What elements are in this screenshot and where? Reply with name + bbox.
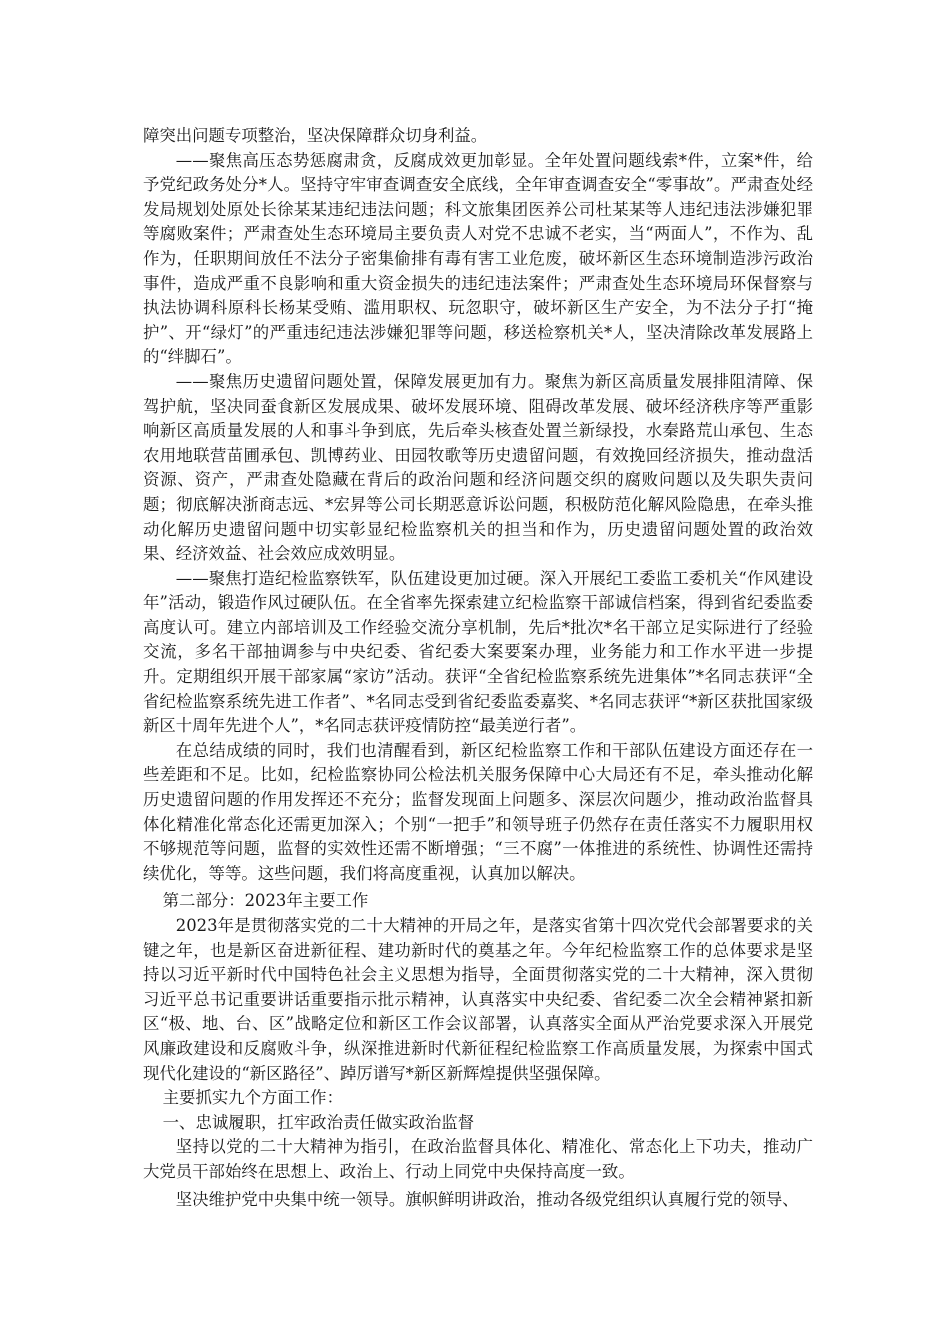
paragraph-historical-issues: ——聚焦历史遗留问题处置，保障发展更加有力。聚焦为新区高质量发展排阻清障、保驾护航，坚决同蚕食新区发展成果、破坏发展环境、阻碍改革发展、破坏经济秩序等严重影响新区高质量发展的人和事斗争到底，先后牵头核查处置兰新绿投，水秦路荒山承包、生态农用地联营苗圃承包、凯博药业、田园牧歌等历史遗留问题，有效挽回经济损失，推动盘活资源、资产，严肃查处隐藏在背后的政治问题和经济问题交织的腐败问题以及失职失责问题；彻底解决浙商志远、*宏昇等公司长期恶意诉讼问题，积极防范化解风险隐患，在牵头推动化解历史遗留问题中切实彰显纪检监察机关的担当和作为，历史遗留问题处置的政治效果、经济效益、社会效应成效明显。: [143, 371, 813, 564]
paragraph-2023-overview: 2023年是贯彻落实党的二十大精神的开局之年，是落实省第十四次党代会部署要求的关键之年，也是新区奋进新征程、建功新时代的奠基之年。今年纪检监察工作的总体要求是坚持以习近平新时代中国特色社会主义思想为指导，全面贯彻落实党的二十大精神，深入贯彻习近平总书记重要讲话重要指示批示精神，认真落实中央纪委、省纪委二次全会精神紧扣新区“极、地、台、区”战略定位和新区工作会议部署，认真落实全面从严治党要求深入开展党风廉政建设和反腐败斗争，纵深推进新时代新征程纪检监察工作高质量发展，为探索中国式现代化建设的“新区路径”、踔厉谱写*新区新辉煌提供坚强保障。: [143, 916, 813, 1083]
heading-nine-aspects: 主要抓实九个方面工作：: [162, 1088, 343, 1108]
paragraph-shortcomings: 在总结成绩的同时，我们也清醒看到，新区纪检监察工作和干部队伍建设方面还存在一些差距和不足。比如，纪检监察协同公检法机关服务保障中心大局还有不足，牵头推动化解历史遗留问题的作用发挥还不充分；监督发现面上问题多、深层次问题少，推动政治监督具体化精准化常态化还需更加深入；个别“一把手”和领导班子仍然存在责任落实不力履职用权不够规范等问题，监督的实效性还需不断增强；“三不腐”一体推进的系统性、协调性还需持续优化，等等。这些问题，我们将高度重视，认真加以解决。: [143, 740, 813, 883]
paragraph-anti-corruption: ——聚焦高压态势惩腐肃贪，反腐成效更加彰显。全年处置问题线索*件，立案*件，给予党纪政务处分*人。坚持守牢审查调查安全底线，全年审查调查安全“零事故”。严肃查处经发局规划处原处长徐某某违纪违法问题；科文旅集团医养公司杜某某等人违纪违法涉嫌犯罪等腐败案件；严肃查处生态环境局主要负责人对党不忠诚不老实，当“两面人”，不作为、乱作为，任职期间放任不法分子密集偷排有毒有害工业危废，破坏新区生态环境制造涉污政治事件，造成严重不良影响和重大资金损失的违纪违法案件；严肃查处生态环境局环保督察与执法协调科原科长杨某受贿、滥用职权、玩忽职守，破坏新区生产安全，为不法分子打“掩护”、开“绿灯”的严重违纪违法涉嫌犯罪等问题，移送检察机关*人，坚决清除改革发展路上的“绊脚石”。: [143, 150, 813, 367]
paragraph-central-leadership: 坚决维护党中央集中统一领导。旗帜鲜明讲政治，推动各级党组织认真履行党的领导、: [175, 1189, 799, 1209]
paragraph-political-supervision: 坚持以党的二十大精神为指引，在政治监督具体化、精准化、常态化上下功夫，推动广大党员干部始终在思想上、政治上、行动上同党中央保持高度一致。: [143, 1137, 813, 1181]
section-heading-part-two: 第二部分：2023年主要工作: [162, 891, 369, 911]
heading-item-one: 一、忠诚履职，扛牢政治责任做实政治监督: [162, 1112, 475, 1132]
paragraph-continuation: 障突出问题专项整治，坚决保障群众切身利益。: [143, 126, 488, 145]
paragraph-team-building: ——聚焦打造纪检监察铁军，队伍建设更加过硬。深入开展纪工委监工委机关“作风建设年”活动，锻造作风过硬队伍。在全省率先探索建立纪检监察干部诚信档案，得到省纪委监委高度认可。建立内部培训及工作经验交流分享机制，先后*批次*名干部立足实际进行了经验交流，多名干部抽调参与中央纪委、省纪委大案要案办理，业务能力和工作水平进一步提升。定期组织开展干部家属“家访”活动。获评“全省纪检监察系统先进集体”*名同志获评“全省纪检监察系统先进工作者”、*名同志受到省纪委监委嘉奖、*名同志获评“*新区获批国家级新区十周年先进个人”，*名同志获评疫情防控“最美逆行者”。: [143, 568, 813, 736]
document-page: [143, 124, 813, 1212]
